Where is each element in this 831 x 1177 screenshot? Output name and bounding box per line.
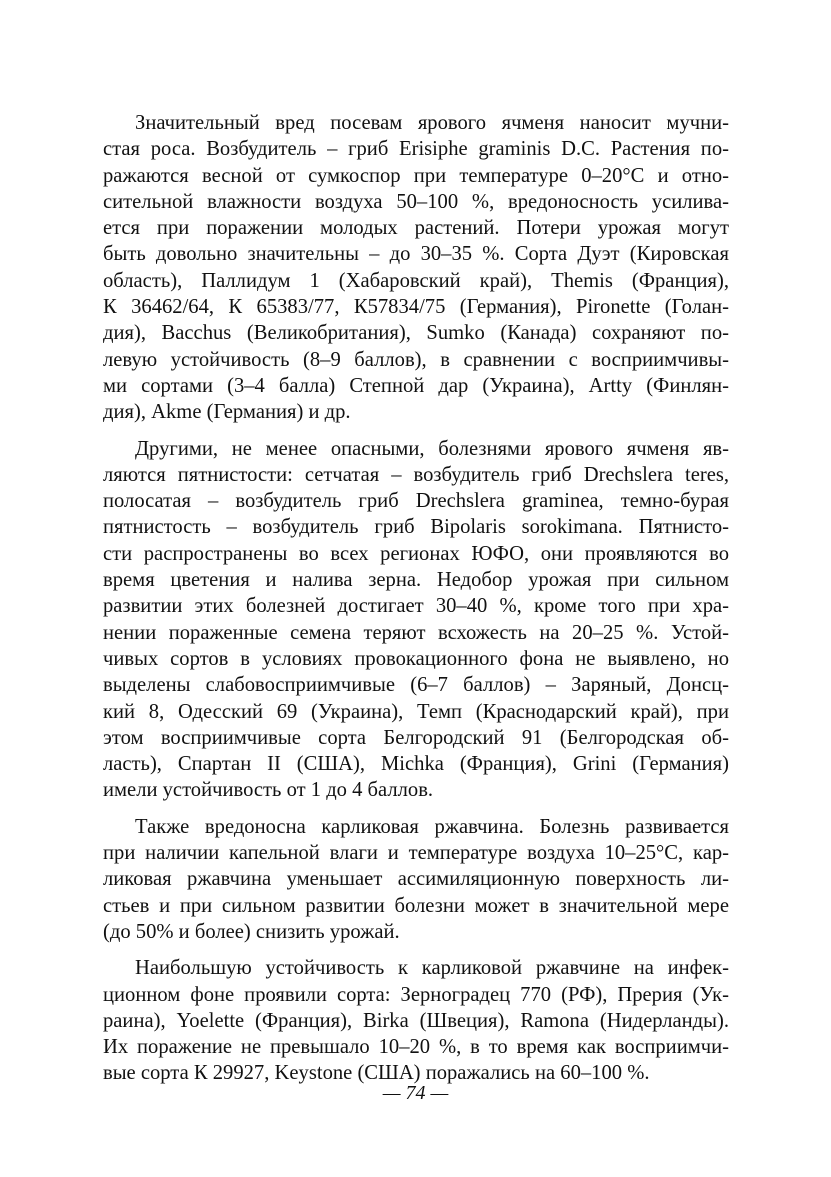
text-line: Другими, не менее опасными, болезнями ярового ячменя яв- [135, 437, 729, 460]
text-line: ется при поражении молодых растений. Потери урожая могут [103, 217, 729, 240]
text-line: Их поражение не превышало 10–20 %, в то время как восприимчи- [103, 1036, 729, 1059]
text-line: дия), Akme (Германия) и др. [103, 401, 351, 424]
paragraph [103, 955, 729, 1086]
text-line: пятнистость – возбудитель гриб Bipolaris sorokimana. Пятнисто- [103, 516, 729, 539]
text-line: Значительный вред посевам ярового ячменя наносит мучни- [135, 112, 729, 134]
text-line: стая роса. Возбудитель – гриб Erisiphe graminis D.C. Растения по- [103, 138, 729, 161]
page-body [103, 110, 729, 1097]
page-number: — 74 — [382, 1082, 449, 1104]
text-line: Также вредоносна карликовая ржавчина. Болезнь развивается [135, 815, 729, 838]
text-line: вые сорта К 29927, Keystone (США) поражались на 60–100 %. [103, 1062, 650, 1085]
text-line: сительной влажности воздуха 50–100 %, вредоносность усилива- [103, 190, 729, 213]
text-line: ликовая ржавчина уменьшает ассимиляционную поверхность ли- [103, 868, 729, 891]
text-line: стьев и при сильном развитии болезни может в значительной мере [103, 894, 729, 917]
text-line: ционном фоне проявили сорта: Зерноградец 770 (РФ), Прерия (Ук- [103, 983, 729, 1006]
text-line: область), Паллидум 1 (Хабаровский край), Themis (Франция), [103, 269, 729, 292]
text-line: сти распространены во всех регионах ЮФО, они проявляются во [103, 542, 729, 565]
text-line: ласть), Спартан II (США), Michka (Франция), Grini (Германия) [103, 753, 729, 776]
text-line: имели устойчивость от 1 до 4 баллов. [103, 779, 434, 802]
text-line: выделены слабовосприимчивые (6–7 баллов) – Заряный, Донсц- [103, 674, 729, 697]
text-line: при наличии капельной влаги и температуре воздуха 10–25°С, кар- [103, 842, 729, 865]
text-line: ражаются весной от сумкоспор при температуре 0–20°С и отно- [103, 164, 729, 187]
paragraph [103, 436, 729, 804]
text-line: дия), Bacchus (Великобритания), Sumko (Канада) сохраняют по- [103, 322, 729, 345]
paragraph [103, 110, 729, 426]
text-line: раина), Yoelette (Франция), Birka (Швеция), Ramona (Нидерланды). [103, 1009, 729, 1032]
text-line: нении пораженные семена теряют всхожесть на 20–25 %. Устой- [103, 621, 729, 644]
text-line: К 36462/64, К 65383/77, К57834/75 (Германия), Pironette (Голан- [103, 296, 729, 319]
text-line: быть довольно значительны – до 30–35 %. Сорта Дуэт (Кировская [103, 243, 729, 266]
text-line: развитии этих болезней достигает 30–40 %, кроме того при хра- [103, 595, 729, 618]
text-line: кий 8, Одесский 69 (Украина), Темп (Краснодарский край), при [103, 700, 729, 723]
text-line: этом восприимчивые сорта Белгородский 91 (Белгородская об- [103, 726, 729, 749]
text-line: полосатая – возбудитель гриб Drechslera graminea, темно-бурая [103, 490, 729, 513]
text-line: (до 50% и более) снизить урожай. [103, 920, 400, 943]
text-line: ми сортами (3–4 балла) Степной дар (Украина), Artty (Финлян- [103, 374, 729, 397]
text-line: чивых сортов в условиях провокационного фона не выявлено, но [103, 647, 729, 670]
paragraph [103, 814, 729, 945]
text-line: время цветения и налива зерна. Недобор урожая при сильном [103, 569, 729, 592]
text-line: ляются пятнистости: сетчатая – возбудитель гриб Drechslera teres, [103, 463, 729, 486]
text-line: Наибольшую устойчивость к карликовой ржавчине на инфек- [135, 957, 729, 980]
text-line: левую устойчивость (8–9 баллов), в сравнении с восприимчивы- [103, 348, 729, 371]
